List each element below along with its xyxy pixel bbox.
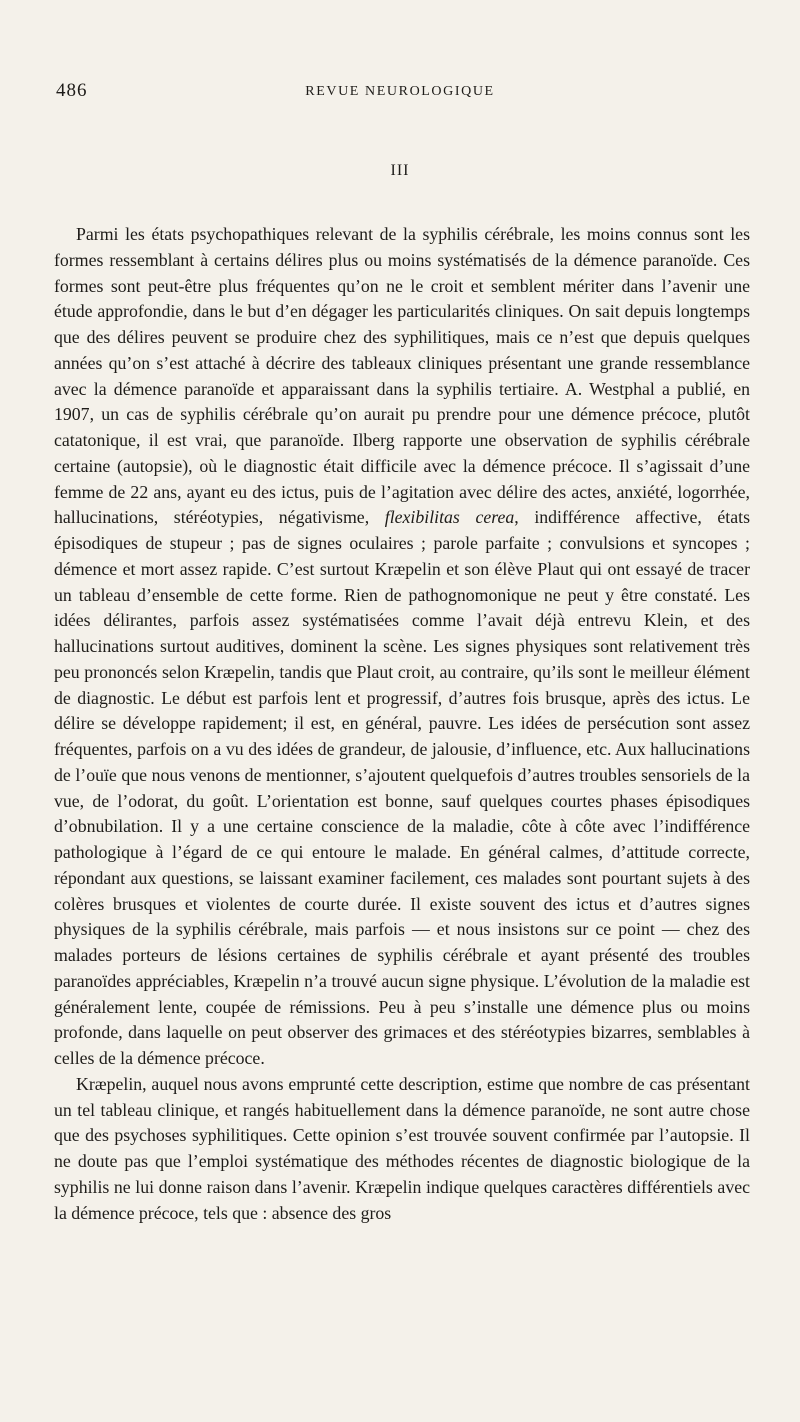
section-number: III: [390, 162, 410, 179]
running-title: REVUE NEUROLOGIQUE: [305, 84, 495, 99]
page-header: [56, 80, 744, 104]
body-text: [54, 222, 750, 1226]
paragraph-1-text-a: Parmi les états psychopathiques relevant de la syphilis cérébrale, les moins connus sont les formes ressemblant à certains délires plus ou moins systématisés de la démence paranoïde. Ces formes sont peut-être plus fréquentes qu’on ne le croit et semblent mériter dans l’avenir une étude approfondie, dans le but d’en dégager les particularités cliniques. On sait depuis longtemps que des délires peuvent se produire chez des syphilitiques, mais ce n’est que depuis quelques années qu’on s’est attaché à décrire des tableaux cliniques présentant une grande ressemblance avec la démence paranoïde et apparaissant dans la syphilis tertiaire. A. Westphal a publié, en 1907, un cas de syphilis cérébrale qu’on aurait pu prendre pour une démence précoce, plutôt catatonique, il est vrai, que paranoïde. Ilberg rapporte une observation de syphilis cérébrale certaine (autopsie), où le diagnostic était difficile avec la démence précoce. Il s’agissait d’une femme de 22 ans, ayant eu des ictus, puis de l’agitation avec délire des actes, anxiété, logorrhée, hallucinations, stéréotypies, négativisme,: [54, 224, 750, 528]
paragraph-2: Kræpelin, auquel nous avons emprunté cette description, estime que nombre de cas présentant un tel tableau clinique, et rangés habituellement dans la démence paranoïde, ne sont autre chose que des psychoses syphilitiques. Cette opinion s’est trouvée souvent confirmée par l’autopsie. Il ne doute pas que l’emploi systématique des méthodes récentes de diagnostic biologique de la syphilis ne lui donne raison dans l’avenir. Kræpelin indique quelques caractères différentiels avec la démence précoce, tels que : absence des gros: [54, 1073, 750, 1223]
latin-term: flexibilitas cerea: [384, 507, 515, 528]
paragraph-1-text-b: , indifférence affective, états épisodiques de stupeur ; pas de signes oculaires ; parole parfaite ; convulsions et syncopes ; démence et mort assez rapide. C’est surtout Kræpelin et son élève Plaut qui ont essayé de tracer un tableau d’ensemble de cette forme. Rien de pathognomonique ne peut y être constaté. Les idées délirantes, parfois assez systématisées comme l’avait déjà entrevu Klein, et des hallucinations surtout auditives, dominent la scène. Les signes physiques sont relativement très peu prononcés selon Kræpelin, tandis que Plaut croit, au contraire, qu’ils sont le meilleur élément de diagnostic. Le début est parfois lent et progressif, d’autres fois brusque, après des ictus. Le délire se développe rapidement; il est, en général, pauvre. Les idées de persécution sont assez fréquentes, parfois on a vu des idées de grandeur, de jalousie, d’influence, etc. Aux hallucinations de l’ouïe que nous venons de mentionner, s’ajoutent quelquefois d’autres troubles sensoriels de la vue, de l’odorat, du goût. L’orientation est bonne, sauf quelques courtes phases épisodiques d’obnubilation. Il y a une certaine conscience de la maladie, côte à côte avec l’indifférence pathologique à l’égard de ce qui entoure le malade. En général calmes, d’attitude correcte, répondant aux questions, se laissant examiner facilement, ces malades sont pourtant sujets à des colères brusques et violentes de courte durée. Il existe souvent des ictus et d’autres signes physiques de la syphilis cérébrale, mais parfois — et nous insistons sur ce point — chez des malades porteurs de lésions certaines de syphilis cérébrale et ayant présenté des troubles paranoïdes appréciables, Kræpelin n’a trouvé aucun signe physique. L’évolution de la maladie est généralement lente, coupée de rémissions. Peu à peu s’installe une démence plus ou moins profonde, dans laquelle on peut observer des grimaces et des stéréotypies bizarres, semblables à celles de la démence précoce.: [54, 507, 750, 1068]
paragraph-1: [54, 222, 750, 1072]
page-number: 486: [56, 80, 88, 101]
